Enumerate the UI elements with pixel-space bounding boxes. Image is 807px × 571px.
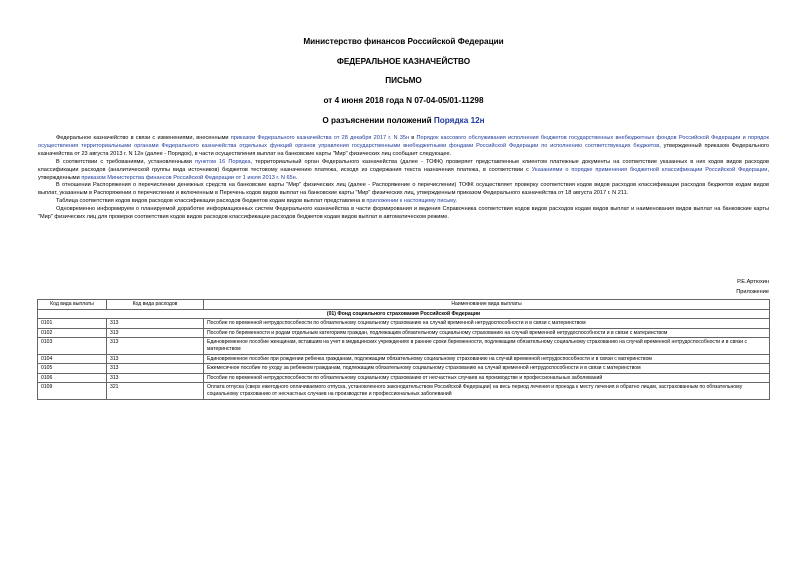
cell-payment-code: 0102 [38,328,107,338]
cell-expense-code: 313 [107,373,204,383]
subject-text: О разъяснении положений [322,116,434,125]
paragraph-text: . [455,198,457,205]
paragraph-text: Федеральное казначейство в связи с изменениями, внесенными [56,135,231,141]
doc-date-number: от 4 июня 2018 года N 07-04-05/01-11298 [323,96,484,105]
paragraph-text: Одновременно информируем о планируемой доработке информационных систем Федерального казначейства в части формирования и ведения Справочника соответствия кодов видов расходов кодам видов выплат и наименования видов выплат на банковские карты "Мир" физических лиц для проверки соответствия кодов видов расходов классификации расходов бюджетов кодам видов выплат в автоматическом режиме. [38,206,769,221]
paragraph [38,135,769,159]
paragraph-text: . [295,174,298,181]
cell-payment-name: Пособие по временной нетрудоспособности по обязательному социальному страхованию от несчастных случаев на производстве и профессиональных заболеваний [204,373,770,383]
cell-payment-code: 0109 [38,383,107,399]
cell-expense-code: 313 [107,319,204,329]
cell-expense-code: 313 [107,338,204,354]
table-row [38,373,770,383]
cell-payment-name: Пособие по беременности и родам отдельным категориям граждан, подлежащим обязательному социальному страхованию на случай временной нетрудоспособности и в связи с материнством [204,328,770,338]
cell-payment-name: Пособие по временной нетрудоспособности по обязательному социальному страхованию на случай временной нетрудоспособности и в связи с материнством [204,319,770,329]
cell-payment-code: 0106 [38,373,107,383]
doc-link[interactable]: приказом Федерального казначейства от 28 декабря 2017 г. N 35н [230,135,410,141]
cell-payment-code: 0104 [38,354,107,364]
cell-payment-name: Ежемесячное пособие по уходу за ребенком гражданам, подлежащим обязательному социальному страхованию на случай временной нетрудоспособности и в связи с материнством [204,364,770,374]
doc-link[interactable]: приложении к настоящему письму [366,198,456,205]
doc-link[interactable]: Порядок кассового обслуживания исполнения бюджетов государственных внебюджетных фондов Российской Федерации и порядок осуществления территориальными органами Федерального казначейства отдельных функций органов управления государственными внебюджетными фондами Российской Федерации по исполнению соответствующих бюджетов [38,135,769,149]
subject-link[interactable]: Порядка 12н [433,116,485,125]
col-header-payment-name: Наименование вида выплаты [204,300,770,310]
col-header-expense-code: Код вида расходов [107,300,204,310]
table-group-row [38,309,770,319]
paragraph-text: В отношении Распоряжения о перечислении денежных средств на банковские карты "Мир" физических лиц (далее - Распоряжение о перечислении) ТОФК осуществляет проверку соответствия кодов видов расходов классификации расходов бюджетов кодам видов выплат, указанным в Распоряжении о перечислении и включенным в Перечень кодов видов выплат на банковские карты "Мир" физических лиц, утвержденным приказом Федерального казначейства от 18 августа 2017 г. N 211. [38,182,769,197]
table-row [38,354,770,364]
paragraph-text: Таблица соответствия кодов видов расходов классификации расходов бюджетов кодам видов выплат представлена в [56,198,367,205]
table-row [38,383,770,399]
cell-expense-code: 313 [107,364,204,374]
cell-payment-code: 0103 [38,338,107,354]
doc-link[interactable]: Указаниями о порядке применения бюджетной классификации Российской Федерации [531,166,768,173]
table-row [38,338,770,354]
paragraph [38,159,769,183]
letter-body [38,135,769,222]
cell-expense-code: 313 [107,328,204,338]
cell-expense-code: 313 [107,354,204,364]
cell-payment-code: 0101 [38,319,107,329]
paragraph-text: в [409,135,417,141]
appendix-label: Приложение [736,289,769,295]
ministry-title: Министерство финансов Российской Федерации [303,37,504,46]
table-header-row [38,300,770,310]
group-label: (01) Фонд социального страхования Российской Федерации [38,309,770,319]
cell-payment-code: 0105 [38,364,107,374]
paragraph [38,182,769,198]
cell-payment-name: Единовременное пособие женщинам, вставшим на учет в медицинских учреждениях в ранние сроки беременности, подлежащим обязательному социальному страхованию на случай временной нетрудоспособности и в связи с материнством [204,338,770,354]
cell-payment-name: Единовременное пособие при рождении ребенка гражданам, подлежащим обязательному социальному страхованию на случай временной нетрудоспособности и в связи с материнством [204,354,770,364]
paragraph-text: В соответствии с требованиями, установленными [56,158,196,165]
payment-codes-table [37,299,770,400]
table-row [38,364,770,374]
doc-link[interactable]: приказом Министерства финансов Российской Федерации от 1 июля 2013 г. N 65н [81,174,296,181]
doc-link[interactable]: пунктом 16 Порядка [195,158,251,165]
doc-type: ПИСЬМО [385,76,422,85]
paragraph-text: , утвержденными [38,166,769,181]
paragraph [38,198,769,206]
cell-payment-name: Оплата отпуска (сверх ежегодного оплачиваемого отпуска, установленного законодательством Российской Федерации) на весь период лечения и проезда к месту лечения и обратно лицам, застрахованным по обязательному социальному страхованию от несчастных случаев на производстве и профессиональных заболеваний [204,383,770,399]
paragraph-text: , утвержденный приказом Федерального казначейства от 23 августа 2013 г. N 12н (далее - Порядок), в части осуществления выплат на банковские карты "Мир" физических лиц сообщает следующее. [38,142,769,157]
table-row [38,319,770,329]
doc-subject [0,116,807,125]
paragraph-text: , территориальный орган Федерального казначейства (далее - ТОФК) проверяет представленные клиентом платежные документы на соответствие указанных в них кодов видов расходов классификации расходов (аналитической группы вида источников) бюджетов тестовому назначению платежа, исходя из содержания текста назначения платежа, в соответствии с [38,158,769,173]
paragraph [38,206,769,222]
cell-expense-code: 321 [107,383,204,399]
table-row [38,328,770,338]
agency-title: ФЕДЕРАЛЬНОЕ КАЗНАЧЕЙСТВО [336,57,471,66]
signature: Р.Е.Артюхин [737,279,769,285]
col-header-payment-code: Код вида выплаты [38,300,107,310]
